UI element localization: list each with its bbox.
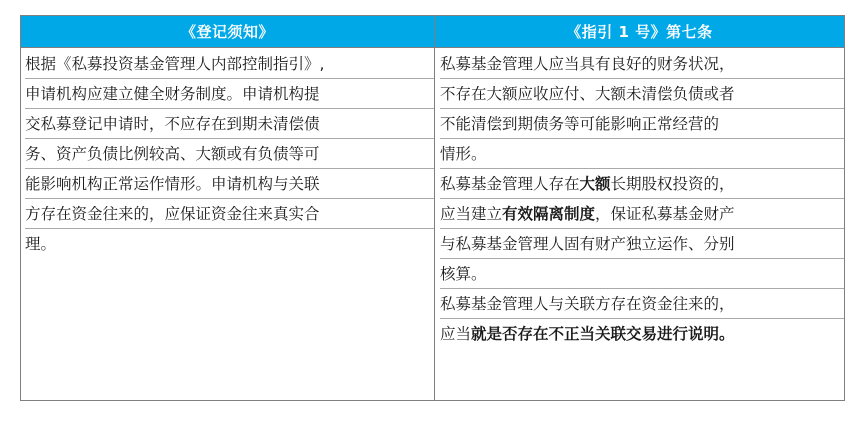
right-line-7: 与私募基金管理人固有财产独立运作、分别 <box>440 229 844 259</box>
right-line-5-text-b: 长期股权投资的， <box>610 175 735 193</box>
right-line-6-text-a: 应当建立 <box>440 205 503 223</box>
comparison-table <box>20 15 845 401</box>
right-cell <box>435 48 845 401</box>
left-line-6: 方存在资金往来的，应保证资金往来真实合 <box>25 199 434 229</box>
table-header-row <box>21 16 845 48</box>
left-line-3: 交私募登记申请时，不应存在到期未清偿债 <box>25 109 434 139</box>
right-line-4: 情形。 <box>440 139 844 169</box>
right-line-2: 不存在大额应收应付、大额未清偿负债或者 <box>440 79 844 109</box>
left-line-1: 根据《私募投资基金管理人内部控制指引》, <box>25 49 434 79</box>
header-guideline-article-7: 《指引 1 号》第七条 <box>435 16 845 48</box>
left-cell <box>21 48 435 401</box>
right-line-10 <box>440 319 844 349</box>
table-row <box>21 48 845 401</box>
right-line-3: 不能清偿到期债务等可能影响正常经营的 <box>440 109 844 139</box>
left-line-5: 能影响机构正常运作情形。申请机构与关联 <box>25 169 434 199</box>
right-line-5-text-a: 私募基金管理人存在 <box>440 175 580 193</box>
right-line-6-text-b: ，保证私募基金财产 <box>595 205 735 223</box>
left-line-7: 理。 <box>25 235 57 253</box>
left-line-2: 申请机构应建立健全财务制度。申请机构提 <box>25 79 434 109</box>
left-line-4: 务、资产负债比例较高、大额或有负债等可 <box>25 139 434 169</box>
right-line-9: 私募基金管理人与关联方存在资金往来的， <box>440 289 844 319</box>
right-line-10-emphasis: 就是否存在不正当关联交易进行说明。 <box>471 325 735 343</box>
right-line-10-text-a: 应当 <box>440 325 472 343</box>
right-line-5 <box>440 169 844 199</box>
right-line-6 <box>440 199 844 229</box>
right-line-1: 私募基金管理人应当具有良好的财务状况， <box>440 49 844 79</box>
right-line-6-emphasis: 有效隔离制度 <box>502 205 596 223</box>
right-line-5-emphasis: 大额 <box>579 175 611 193</box>
right-line-8: 核算。 <box>440 259 844 289</box>
header-registration-notice: 《登记须知》 <box>21 16 435 48</box>
